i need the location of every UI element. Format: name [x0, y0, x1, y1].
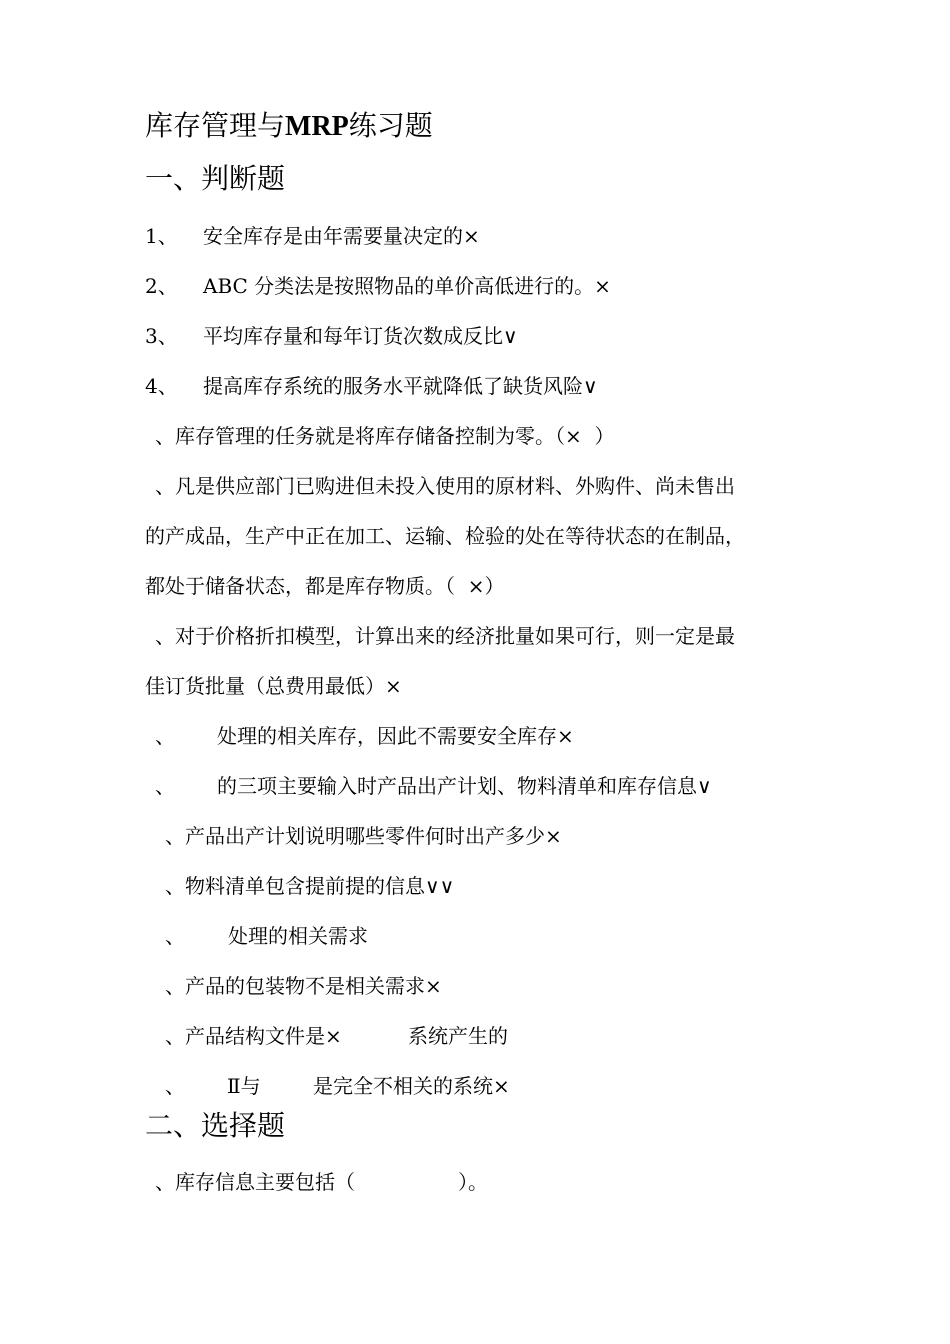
item-text: 平均库存量和每年订货次数成反比∨: [203, 324, 518, 348]
item-prefix: 、: [165, 1074, 185, 1098]
list-item: 、产品的包装物不是相关需求×: [165, 974, 442, 998]
item-number: 2、: [145, 274, 178, 298]
item-text: 安全库存是由年需要量决定的×: [203, 224, 480, 248]
question-text: 、库存信息主要包括（: [155, 1170, 355, 1194]
title-prefix: 库存管理与: [145, 109, 286, 142]
item-prefix: 、: [155, 724, 175, 748]
item-number: 3、: [145, 324, 178, 348]
paragraph-line: 佳订货批量（总费用最低）×: [145, 674, 402, 698]
item-text: ABC 分类法是按照物品的单价高低进行的。×: [203, 274, 611, 298]
item-prefix: 、: [165, 924, 185, 948]
item-text: 处理的相关需求: [228, 924, 368, 948]
item-number: 1、: [145, 224, 178, 248]
item-text-mid: Ⅱ与: [227, 1074, 261, 1098]
list-item: 、物料清单包含提前提的信息∨∨: [165, 874, 455, 898]
item-number: 4、: [145, 374, 178, 398]
paragraph-line: 、对于价格折扣模型，计算出来的经济批量如果可行，则一定是最: [155, 624, 735, 648]
section-heading-judgment: 一、判断题: [145, 162, 286, 195]
section-heading-choice: 二、选择题: [145, 1109, 286, 1142]
item-text: 处理的相关库存，因此不需要安全库存×: [217, 724, 574, 748]
item-prefix: 、: [155, 774, 175, 798]
item-text: 、产品结构文件是×: [165, 1024, 342, 1048]
item-text-suffix: 系统产生的: [408, 1024, 508, 1048]
title-suffix: 练习题: [348, 109, 433, 142]
paragraph-line: 都处于储备状态，都是库存物质。（ ×）: [145, 574, 505, 598]
item-text: 是完全不相关的系统×: [313, 1074, 510, 1098]
title-bold: MRP: [285, 111, 349, 142]
list-item: 、库存管理的任务就是将库存储备控制为零。（× ）: [155, 424, 615, 448]
item-text: 提高库存系统的服务水平就降低了缺货风险∨: [203, 374, 598, 398]
paragraph-line: 、凡是供应部门已购进但未投入使用的原材料、外购件、尚未售出: [155, 474, 735, 498]
item-text: 的三项主要输入时产品出产计划、物料清单和库存信息∨: [217, 774, 712, 798]
list-item: 、产品出产计划说明哪些零件何时出产多少×: [165, 824, 562, 848]
paragraph-line: 的产成品，生产中正在加工、运输、检验的处在等待状态的在制品，: [145, 524, 745, 548]
question-end: ）。: [458, 1170, 488, 1194]
page-title: [145, 109, 433, 142]
